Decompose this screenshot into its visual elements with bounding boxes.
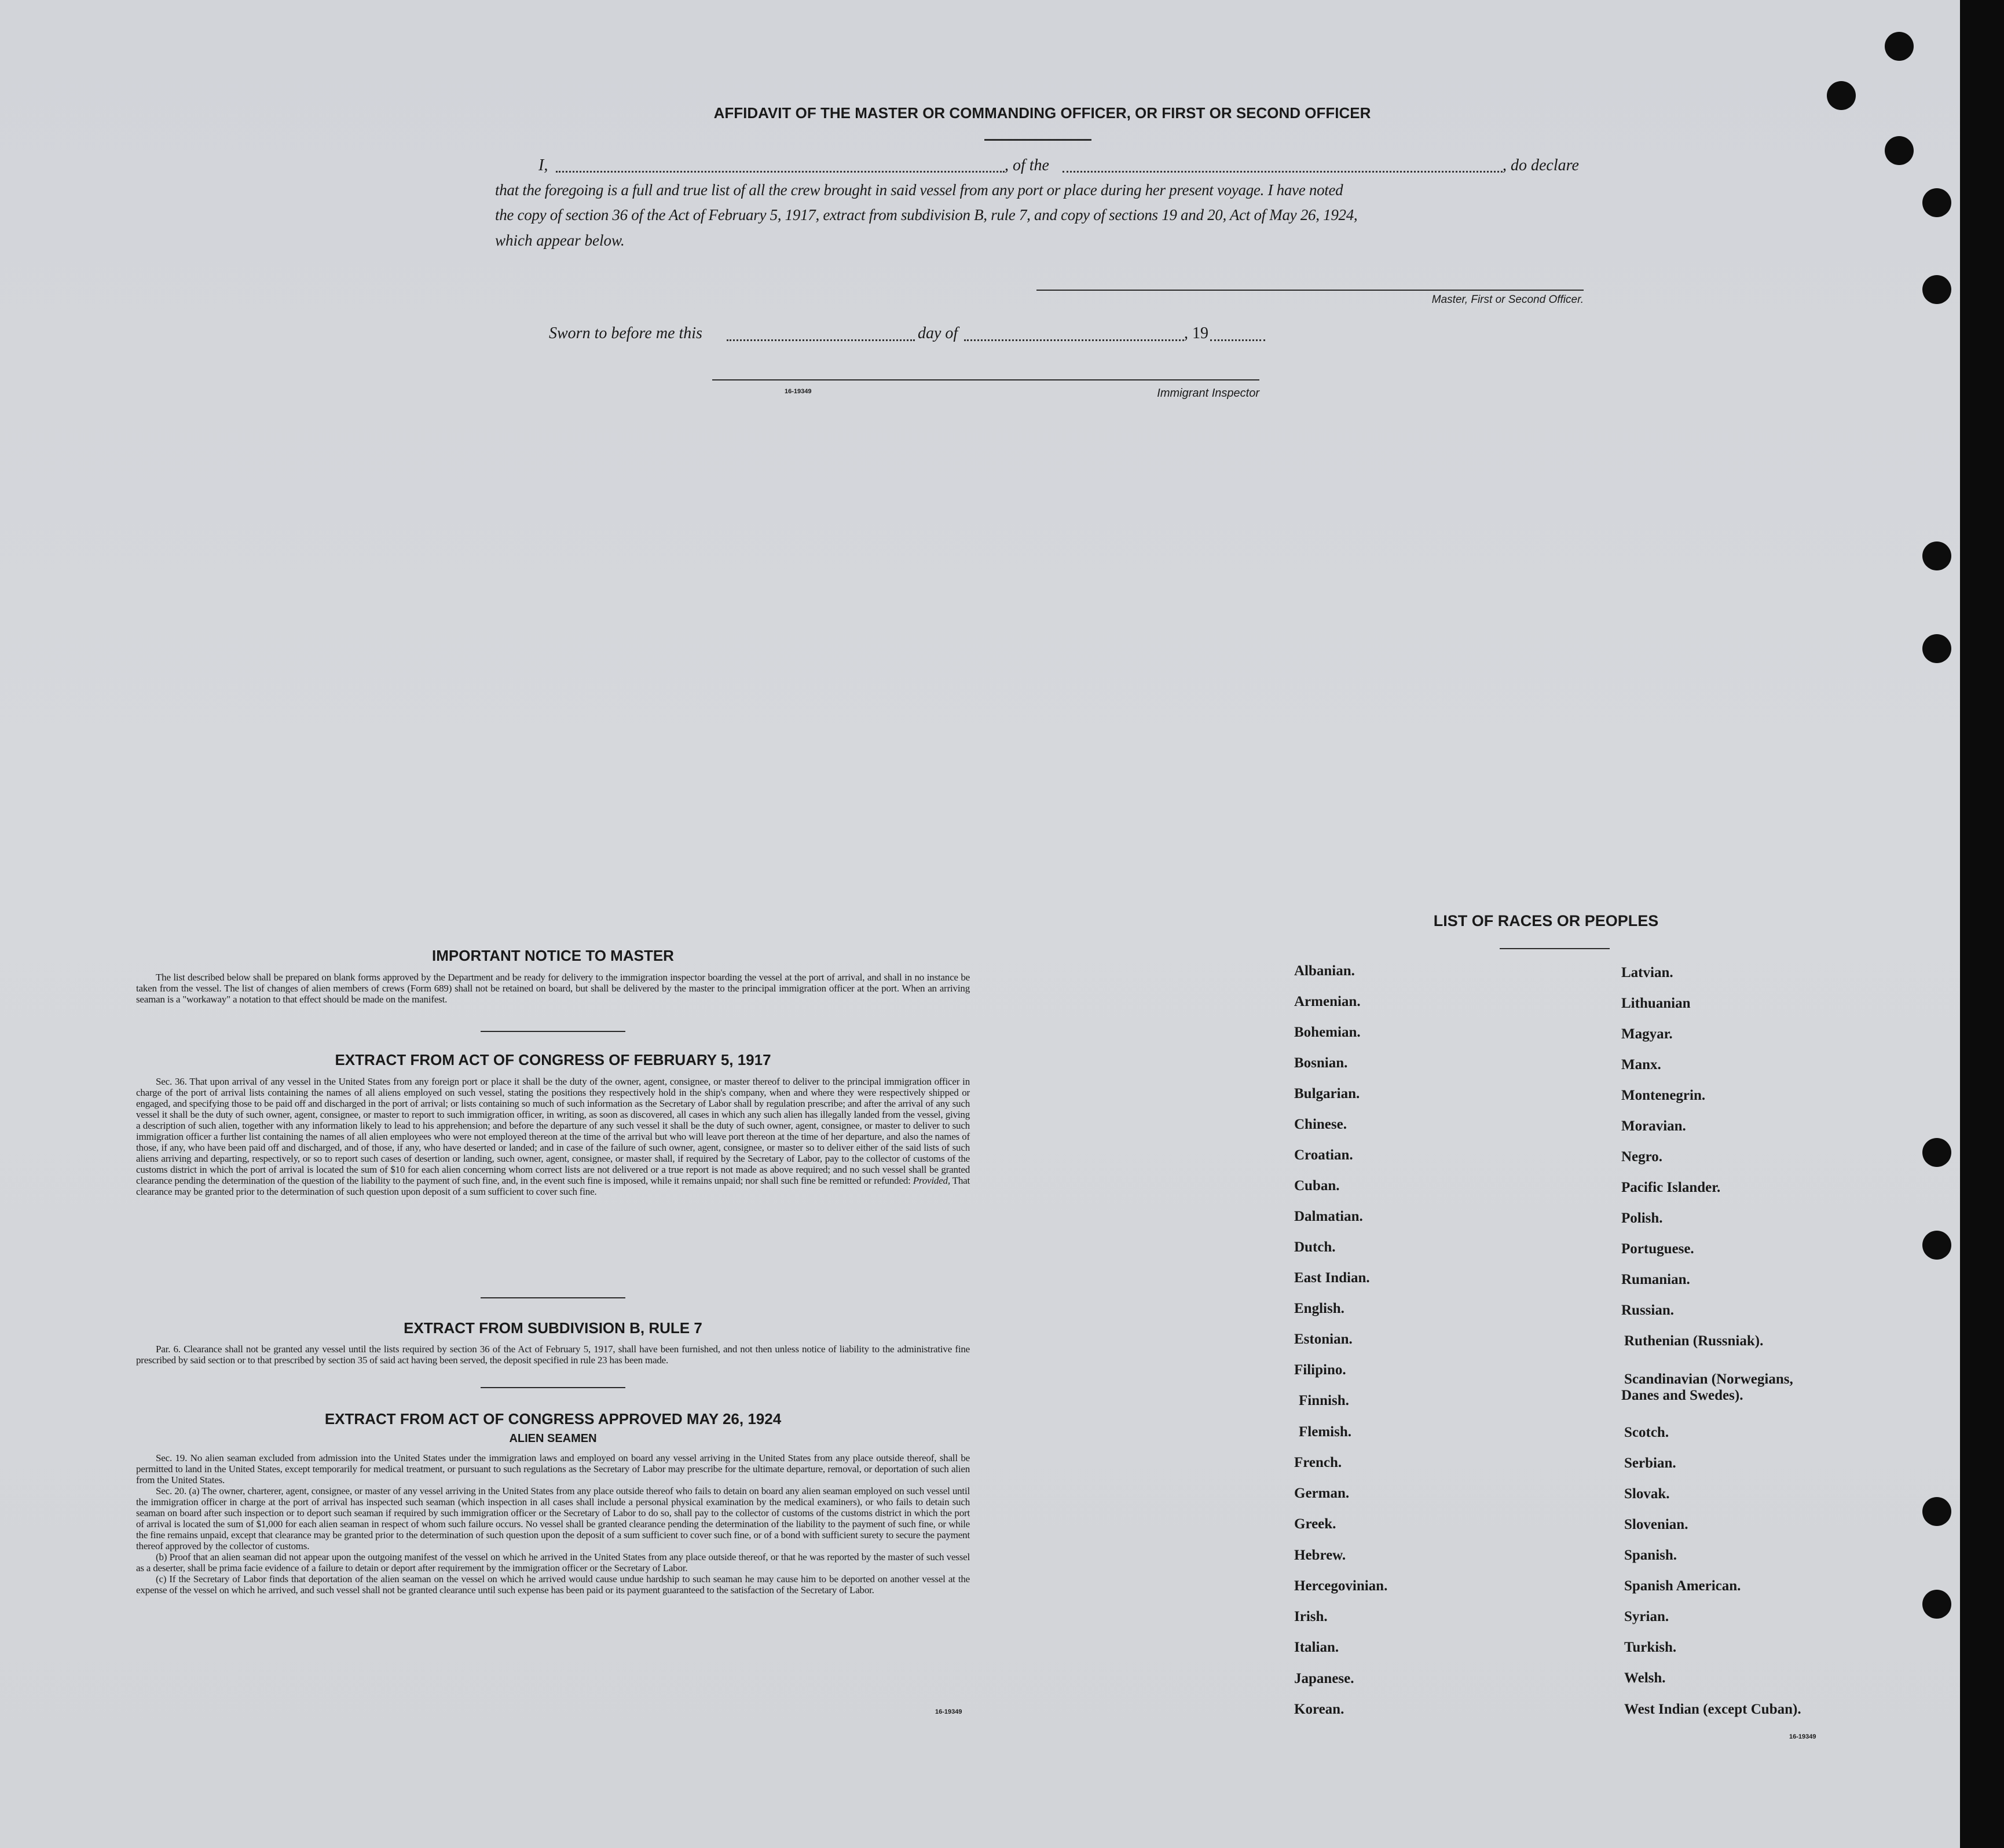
- binder-hole: [1922, 541, 1951, 570]
- section-divider: [481, 1387, 625, 1388]
- sec20a-paragraph: Sec. 20. (a) The owner, charterer, agent, consignee, or master of any vessel arriving in the United States from any place outside thereof who fails to detain on board any alien seaman employed on such vessel until the immigration officer in charge at the port of arrival has inspected such seaman (which inspection in all cases shall include a personal physical examination by the medical examiners), or who fails to detain such seaman on board after such inspection or to deport such seaman if required by such immigration officer or the Secretary of Labor to do so, shall pay to the collector of customs of the customs district in which the port of arrival is located the sum of $1,000 for each alien seaman in respect of whom such failure occurs. No vessel shall be granted clearance pending the determination of the liability to the payment of such fine, or while the fine remains unpaid, except that clearance may be granted prior to the determination of such question upon the deposit of a sum sufficient to cover such fine, or of a bond with sufficient surety to secure the payment thereof approved by the collector of customs.: [136, 1485, 970, 1551]
- race-item: Finnish.: [1299, 1393, 1349, 1408]
- race-item: Flemish.: [1299, 1424, 1351, 1440]
- provided-word: Provided,: [913, 1175, 950, 1186]
- extract-1917-text: [136, 1076, 970, 1197]
- race-item: Rumanian.: [1621, 1272, 1690, 1287]
- race-item: Dalmatian.: [1294, 1209, 1363, 1224]
- binder-hole: [1922, 1231, 1951, 1260]
- race-item: German.: [1294, 1485, 1350, 1501]
- inspector-label: Immigrant Inspector: [1157, 387, 1259, 400]
- race-item: Hebrew.: [1294, 1547, 1346, 1563]
- binder-hole: [1922, 1138, 1951, 1167]
- sec36-text: Sec. 36. That upon arrival of any vessel in the United States from any foreign port or place it shall be the duty of the owner, agent, consignee, or master thereof to deliver to the principal immigration officer in charge of the port of arrival lists containing the names of all aliens employed on such vessel, stating the positions they respectively hold in the ship's company, when and where they were respectively shipped or engaged, and specifying those to be paid off and discharged in the port of arrival; or lists containing so much of such information as the Secretary of Labor shall by regulation prescribe; and after the arrival of any such vessel it shall be the duty of such owner, agent, consignee, or master to report to such immigration officer, in writing, as soon as discovered, all cases in which any such alien has illegally landed from the vessel, giving a description of such alien, together with any information likely to lead to his apprehension; and before the departure of any such vessel it shall be the duty of such owner, agent, consignee, or master to deliver to such immigration officer a further list containing the names of all alien employees who were not employed thereon at the time of the arrival but who will leave port thereon at the time of her departure, and also the names of those, if any, who have been paid off and discharged, and of those, if any, who have deserted or landed; and in case of the failure of such owner, agent, consignee, or master so to deliver either of the said lists of such aliens arriving and departing, respectively, or so to report such cases of desertion or landing, such owner, agent, consignee, or master shall, if required by the Secretary of Labor, pay to the collector of customs of the customs district in which the port of arrival is located the sum of $10 for each alien concerning whom correct lists are not delivered or a true report is not made as above required; and no such vessel shall be granted clearance pending the determination of the question of the liability to the payment of such fine, and, in the event such fine is imposed, while it remains unpaid; nor shall such fine be remitted or refunded:: [136, 1076, 970, 1186]
- signature-label: Master, First or Second Officer.: [1431, 294, 1584, 306]
- race-scandinavian-continued: Danes and Swedes).: [1621, 1388, 1743, 1403]
- race-item: Scandinavian (Norwegians,: [1624, 1371, 1793, 1387]
- race-item: Irish.: [1294, 1609, 1328, 1624]
- section-divider: [481, 1031, 625, 1032]
- race-item: Italian.: [1294, 1640, 1339, 1655]
- race-item: Lithuanian: [1621, 996, 1691, 1011]
- day-of-text: day of: [918, 324, 958, 342]
- race-item: Ruthenian (Russniak).: [1624, 1333, 1764, 1349]
- notice-paragraph: The list described below shall be prepared on blank forms approved by the Department and be ready for delivery to the immigration inspector boarding the vessel at the port of arrival, and shall in no instance be taken from the vessel. The list of changes of alien members of crews (Form 689) shall not be retained on board, but shall be delivered by the master to the principal immigration officer at the port. When an arriving seaman is a "workaway" a notation to that effect should be made on the manifest.: [136, 972, 970, 1005]
- affidavit-line4: which appear below.: [495, 232, 625, 249]
- sec20b-paragraph: (b) Proof that an alien seaman did not appear upon the outgoing manifest of the vessel on which he arrived in the United States from any place outside thereof, or that he was reported by the master of such vessel as a deserter, shall be prima facie evidence of a failure to detain or deport after requirement by the immigration officer or the Secretary of Labor.: [136, 1551, 970, 1573]
- race-item: Spanish.: [1624, 1547, 1677, 1563]
- sec20c-paragraph: (c) If the Secretary of Labor finds that deportation of the alien seaman on the vessel on which he arrived would cause undue hardship to such seaman he may cause him to be deported on another vessel at the expense of the vessel on which he arrived, and such vessel shall not be granted clearance until such expense has been paid or its payment guaranteed to the satisfaction of the Secretary of Labor.: [136, 1573, 970, 1595]
- race-item: Bosnian.: [1294, 1055, 1348, 1071]
- sec36-text-end: That clearance may be granted prior to the determination of such question upon deposit of a sum sufficient to cover such fine.: [136, 1175, 970, 1197]
- race-item: Bohemian.: [1294, 1024, 1361, 1040]
- race-item: Cuban.: [1294, 1178, 1340, 1194]
- rule7-text: [136, 1344, 970, 1366]
- race-item: Estonian.: [1294, 1331, 1353, 1347]
- races-form-number: 16-19349: [1789, 1733, 1816, 1740]
- race-item: Bulgarian.: [1294, 1086, 1360, 1102]
- race-item: Japanese.: [1294, 1671, 1354, 1686]
- races-title: LIST OF RACES OR PEOPLES: [1433, 912, 1659, 930]
- race-item: Serbian.: [1624, 1455, 1676, 1471]
- race-item: East Indian.: [1294, 1270, 1370, 1286]
- sworn-day-field[interactable]: [727, 339, 915, 341]
- rule7-title: EXTRACT FROM SUBDIVISION B, RULE 7: [404, 1319, 702, 1337]
- race-item: Filipino.: [1294, 1362, 1346, 1378]
- race-item: French.: [1294, 1455, 1342, 1470]
- sworn-text: Sworn to before me this: [549, 324, 702, 342]
- race-item: Negro.: [1621, 1149, 1663, 1165]
- binder-hole: [1922, 1497, 1951, 1526]
- affidavit-line1-i: I,: [538, 156, 548, 174]
- rule7-paragraph: Par. 6. Clearance shall not be granted any vessel until the lists required by section 36 of the Act of February 5, 1917, shall have been furnished, and not then unless notice of liability to the administrative fine prescribed by said section or to that prescribed by section 35 of said act having been served, the deposit specified in rule 23 has been made.: [136, 1344, 970, 1366]
- race-item: Armenian.: [1294, 994, 1361, 1009]
- races-title-divider: [1500, 948, 1610, 949]
- race-item: Manx.: [1621, 1057, 1661, 1073]
- extract-1924-text: [136, 1452, 970, 1595]
- section-divider: [481, 1297, 625, 1298]
- title-divider: [984, 139, 1091, 141]
- binder-hole: [1885, 32, 1914, 61]
- binder-hole: [1885, 136, 1914, 165]
- sworn-month-field[interactable]: [964, 339, 1184, 341]
- affidavit-line2: that the foregoing is a full and true list of all the crew brought in said vessel from any port or place during her present voyage. I have noted: [495, 181, 1343, 199]
- race-item: English.: [1294, 1301, 1344, 1316]
- race-item: Turkish.: [1624, 1640, 1677, 1655]
- binder-hole: [1922, 1590, 1951, 1619]
- affidavit-line1-of-the: , of the: [1005, 156, 1049, 174]
- race-item: Albanian.: [1294, 963, 1355, 979]
- race-item: Dutch.: [1294, 1239, 1336, 1255]
- master-signature-line[interactable]: [1036, 290, 1584, 291]
- sworn-year-field[interactable]: [1210, 339, 1265, 341]
- race-item: Chinese.: [1294, 1117, 1347, 1132]
- master-name-field[interactable]: [556, 171, 1005, 173]
- race-item: Slovenian.: [1624, 1517, 1688, 1532]
- race-item: Portuguese.: [1621, 1241, 1694, 1257]
- race-item: Spanish American.: [1624, 1578, 1741, 1594]
- year-prefix: , 19: [1184, 324, 1208, 342]
- race-item: Croatian.: [1294, 1147, 1353, 1163]
- race-item: Slovak.: [1624, 1486, 1670, 1502]
- race-item: Welsh.: [1624, 1670, 1666, 1686]
- notice-text: [136, 972, 970, 1005]
- race-item: Hercegovinian.: [1294, 1578, 1388, 1594]
- race-item: Russian.: [1621, 1302, 1675, 1318]
- affidavit-line1-declare: , do declare: [1503, 156, 1579, 174]
- extract-1917-title: EXTRACT FROM ACT OF CONGRESS OF FEBRUARY 5, 1917: [335, 1051, 771, 1068]
- race-item: Magyar.: [1621, 1026, 1673, 1042]
- race-item: Syrian.: [1624, 1609, 1669, 1624]
- race-item: Korean.: [1294, 1701, 1344, 1717]
- affidavit-title: AFFIDAVIT OF THE MASTER OR COMMANDING OFFICER, OR FIRST OR SECOND OFFICER: [713, 104, 1371, 122]
- race-item: Scotch.: [1624, 1425, 1669, 1440]
- extract-1924-title: EXTRACT FROM ACT OF CONGRESS APPROVED MAY 26, 1924: [324, 1410, 782, 1428]
- binder-hole: [1922, 188, 1951, 217]
- sec19-paragraph: Sec. 19. No alien seaman excluded from admission into the United States under the immigration laws and employed on board any vessel arriving in the United States from any place outside thereof, shall be permitted to land in the United States, except temporarily for medical treatment, or pursuant to such regulations as the Secretary of Labor may prescribe for the ultimate departure, removal, or deportation of such alien from the United States.: [136, 1452, 970, 1485]
- alien-seamen-subtitle: ALIEN SEAMEN: [509, 1432, 597, 1445]
- race-item: Pacific Islander.: [1621, 1180, 1721, 1195]
- race-item: Polish.: [1621, 1210, 1663, 1226]
- binder-hole: [1922, 634, 1951, 663]
- binder-hole: [1922, 275, 1951, 304]
- affidavit-line3: the copy of section 36 of the Act of February 5, 1917, extract from subdivision B, rule 7, and copy of sections 19 and 20, Act of May 26, 1924,: [495, 206, 1358, 224]
- race-item: West Indian (except Cuban).: [1624, 1701, 1801, 1717]
- vessel-name-field[interactable]: [1063, 171, 1503, 173]
- form-number: 16-19349: [785, 388, 812, 395]
- extract-form-number: 16-19349: [935, 1708, 962, 1715]
- race-item: Montenegrin.: [1621, 1088, 1706, 1103]
- notice-title: IMPORTANT NOTICE TO MASTER: [432, 947, 674, 964]
- race-item: Moravian.: [1621, 1118, 1686, 1134]
- race-item: Latvian.: [1621, 965, 1673, 980]
- inspector-signature-line[interactable]: [712, 379, 1259, 380]
- race-item: Greek.: [1294, 1516, 1336, 1532]
- binder-hole: [1827, 81, 1856, 110]
